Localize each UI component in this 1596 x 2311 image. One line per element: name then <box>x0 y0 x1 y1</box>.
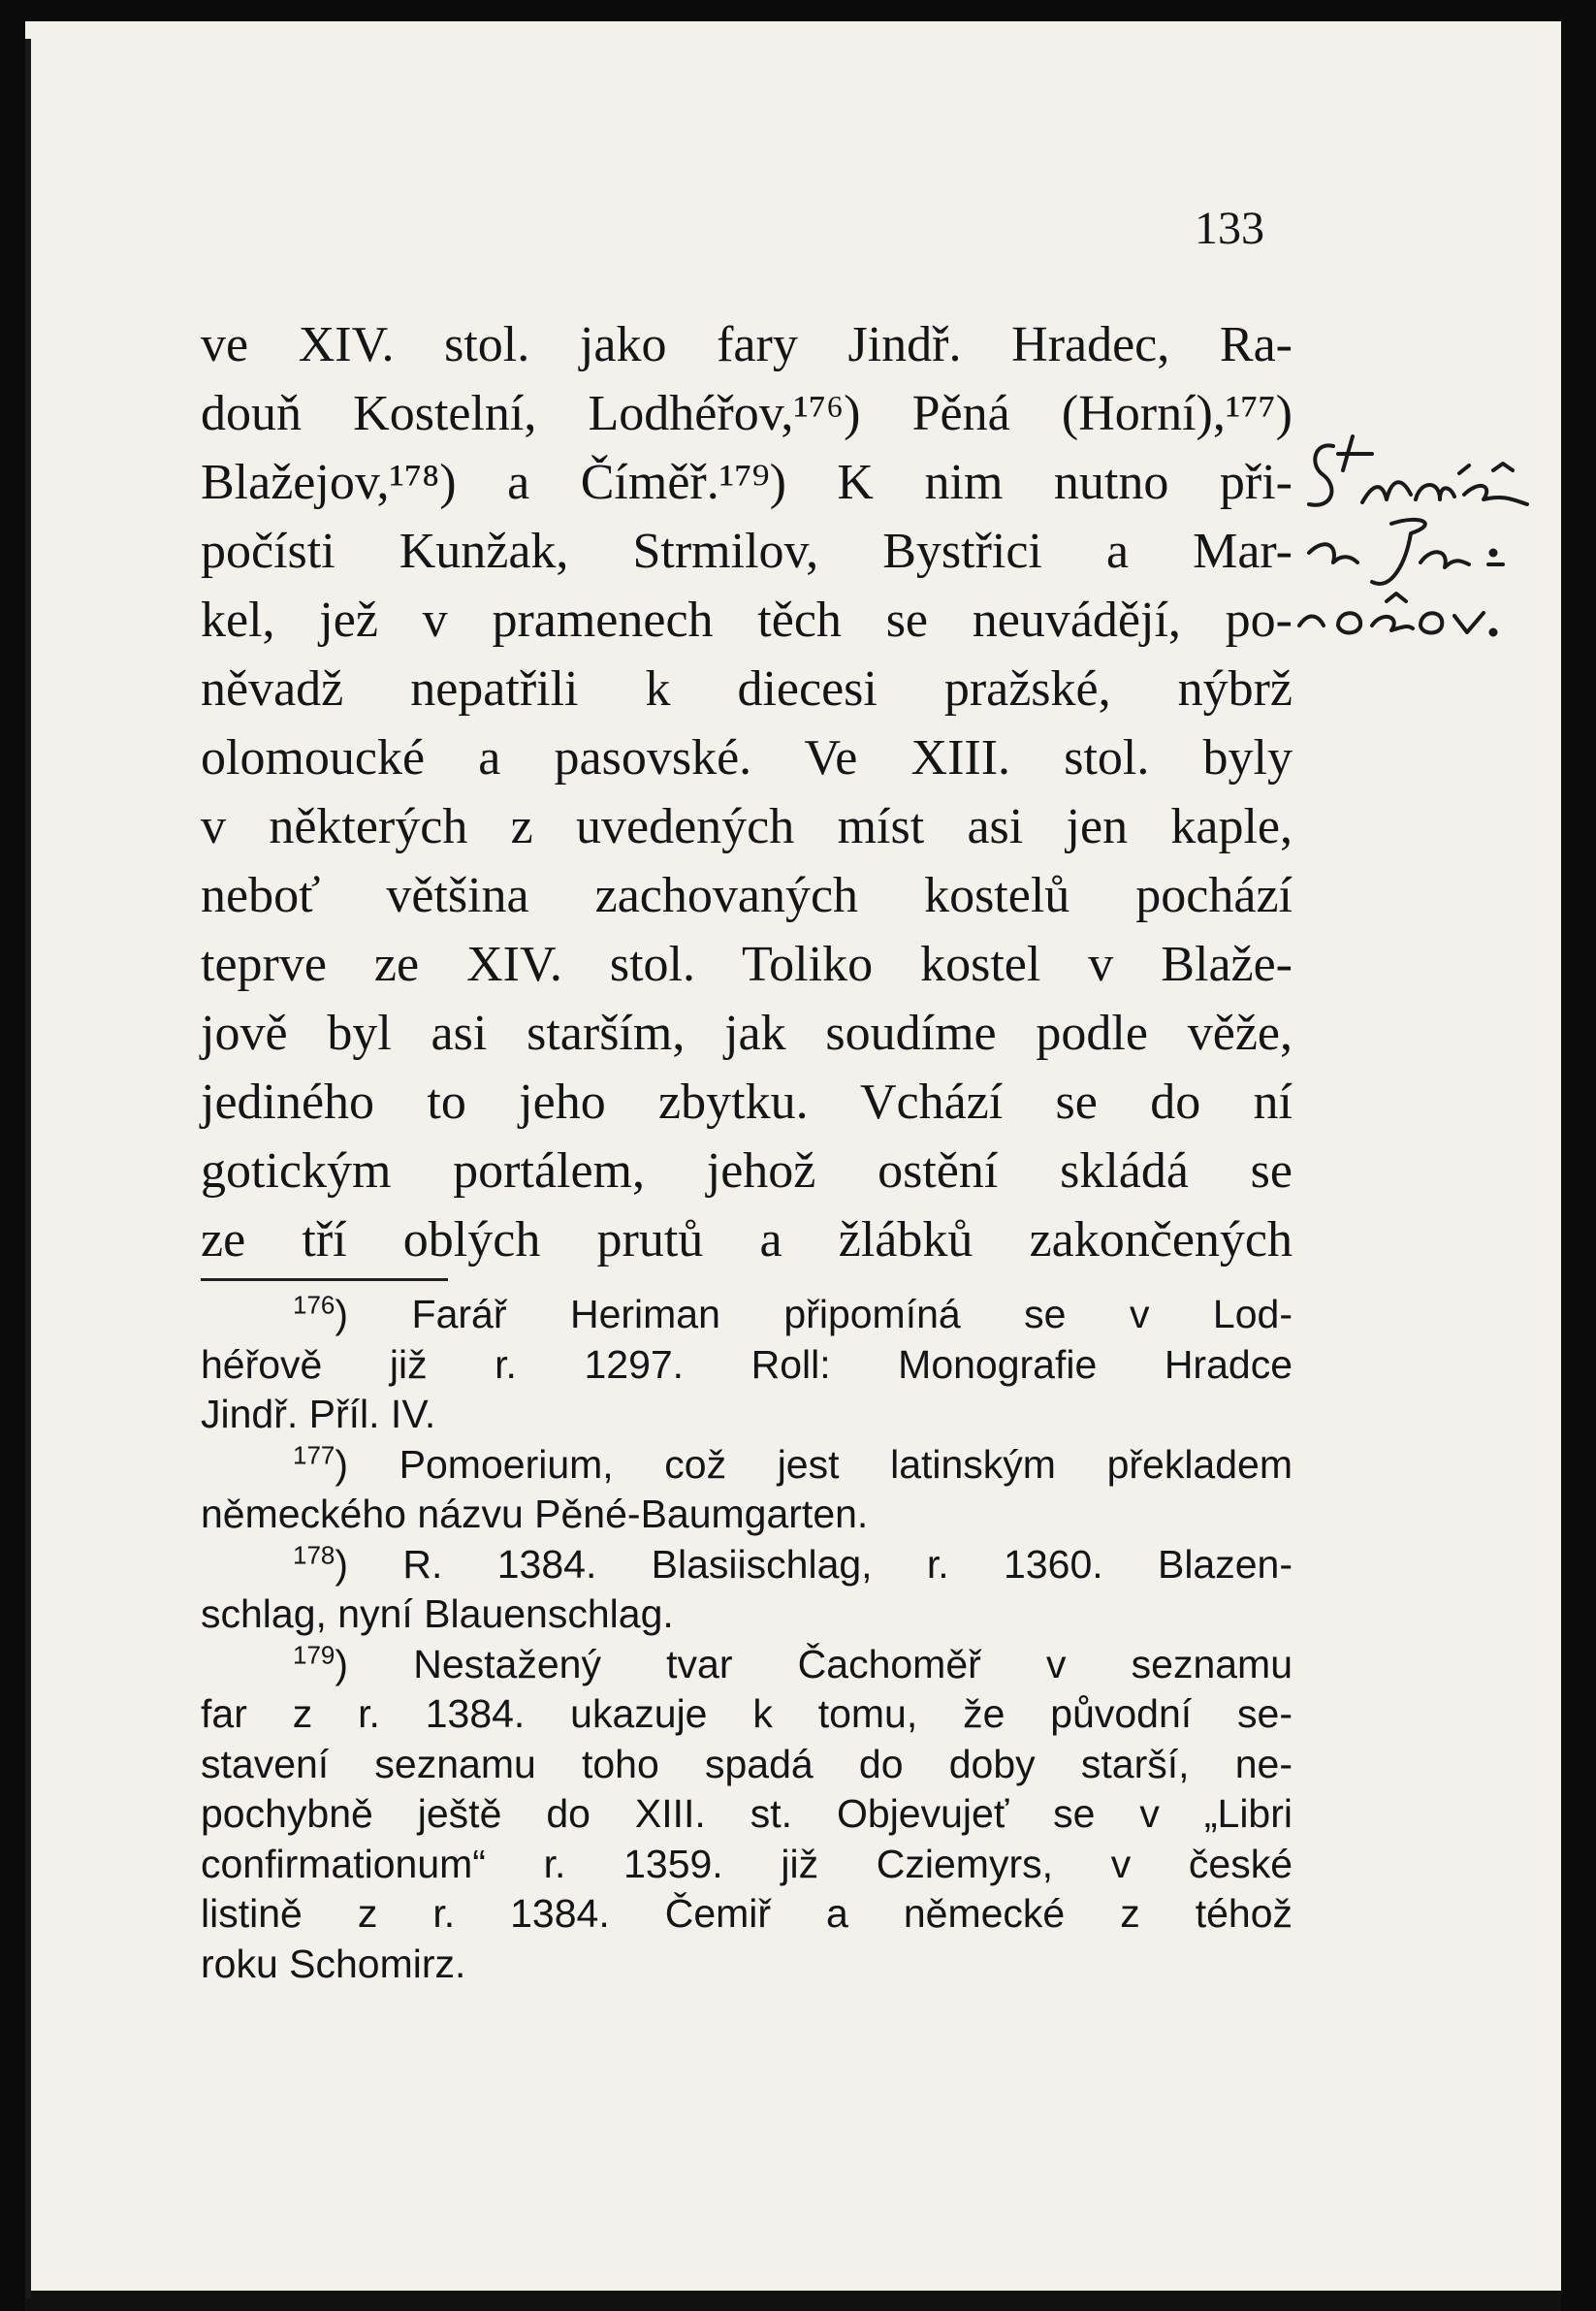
footnote-179-line: $^{179}$) Nestažený tvar Čachoměř v seznamu <box>293 1639 1293 1686</box>
scan-border-left <box>0 0 25 2311</box>
footnote-179-line: roku Schomirz. <box>201 1941 466 1986</box>
footnote-marker: 179 <box>293 1639 335 1669</box>
body-line: ve XIV. stol. jako fary Jindř. Hradec, Ra- <box>201 317 1293 372</box>
footnote-176-line: $^{176}$) Farář Heriman připomíná se v Lod- <box>293 1290 1293 1336</box>
binding-edge <box>25 39 31 2298</box>
body-line: jediného to jeho zbytku. Vchází se do ní <box>201 1075 1293 1130</box>
footnote-179-line: pochybně ještě do XIII. st. Objevujeť se v „Libri <box>201 1791 1293 1836</box>
body-line: neboť většina zachovaných kostelů pochází <box>201 868 1293 923</box>
footnote-rule <box>201 1278 448 1281</box>
body-line: olomoucké a pasovské. Ve XIII. stol. byly <box>201 730 1293 786</box>
footnote-marker: 177 <box>293 1439 335 1469</box>
footnotes <box>201 1290 1293 1989</box>
handwritten-annotation <box>1294 427 1556 659</box>
body-line: ze tří oblých prutů a žlábků zakončených <box>201 1212 1293 1268</box>
footnote-179-line: far z r. 1384. ukazuje k tomu, že původní se- <box>201 1691 1293 1736</box>
body-line: v některých z uvedených míst asi jen kaple, <box>201 799 1293 854</box>
scan-border-right <box>1561 0 1596 2311</box>
body-line: Blažejov,¹⁷⁸) a Číměř.¹⁷⁹) K nim nutno při- <box>201 455 1293 510</box>
page-number: 133 <box>1195 203 1264 254</box>
footnote-178-line: $^{178}$) R. 1384. Blasiischlag, r. 1360. Blazen- <box>293 1539 1293 1587</box>
footnote-179-line: listině z r. 1384. Čemiř a německé z téhož <box>201 1891 1293 1936</box>
footnote-178-line: schlag, nyní Blauenschlag. <box>201 1591 674 1636</box>
body-line: něvadž nepatřili k diecesi pražské, nýbrž <box>201 661 1293 717</box>
body-line: počísti Kunžak, Strmilov, Bystřici a Mar- <box>201 524 1293 579</box>
footnote-177-line: německého názvu Pěné-Baumgarten. <box>201 1492 869 1536</box>
footnote-marker: 176 <box>293 1290 335 1320</box>
body-line: kel, jež v pramenech těch se neuvádějí, po- <box>201 593 1293 648</box>
scan-border-top <box>0 0 1596 21</box>
body-text <box>201 310 1293 1274</box>
footnote-marker: 178 <box>293 1539 335 1569</box>
footnote-179-line: stavení seznamu toho spadá do doby starší, ne- <box>201 1741 1293 1786</box>
body-line: douň Kostelní, Lodhéřov,¹⁷⁶) Pěná (Horní),¹⁷⁷) <box>201 386 1293 441</box>
body-line: jově byl asi starším, jak soudíme podle věže, <box>201 1006 1293 1061</box>
footnote-176-line: héřově již r. 1297. Roll: Monografie Hradce <box>201 1341 1293 1387</box>
footnote-177-line: $^{177}$) Pomoerium, což jest latinským překladem <box>293 1439 1293 1487</box>
footnote-176-line: Jindř. Příl. IV. <box>201 1392 436 1436</box>
body-line: gotickým portálem, jehož ostění skládá se <box>201 1143 1293 1199</box>
footnote-179-line: confirmationum“ r. 1359. již Cziemyrs, v české <box>201 1841 1293 1886</box>
body-line: teprve ze XIV. stol. Toliko kostel v Blaže- <box>201 937 1293 992</box>
